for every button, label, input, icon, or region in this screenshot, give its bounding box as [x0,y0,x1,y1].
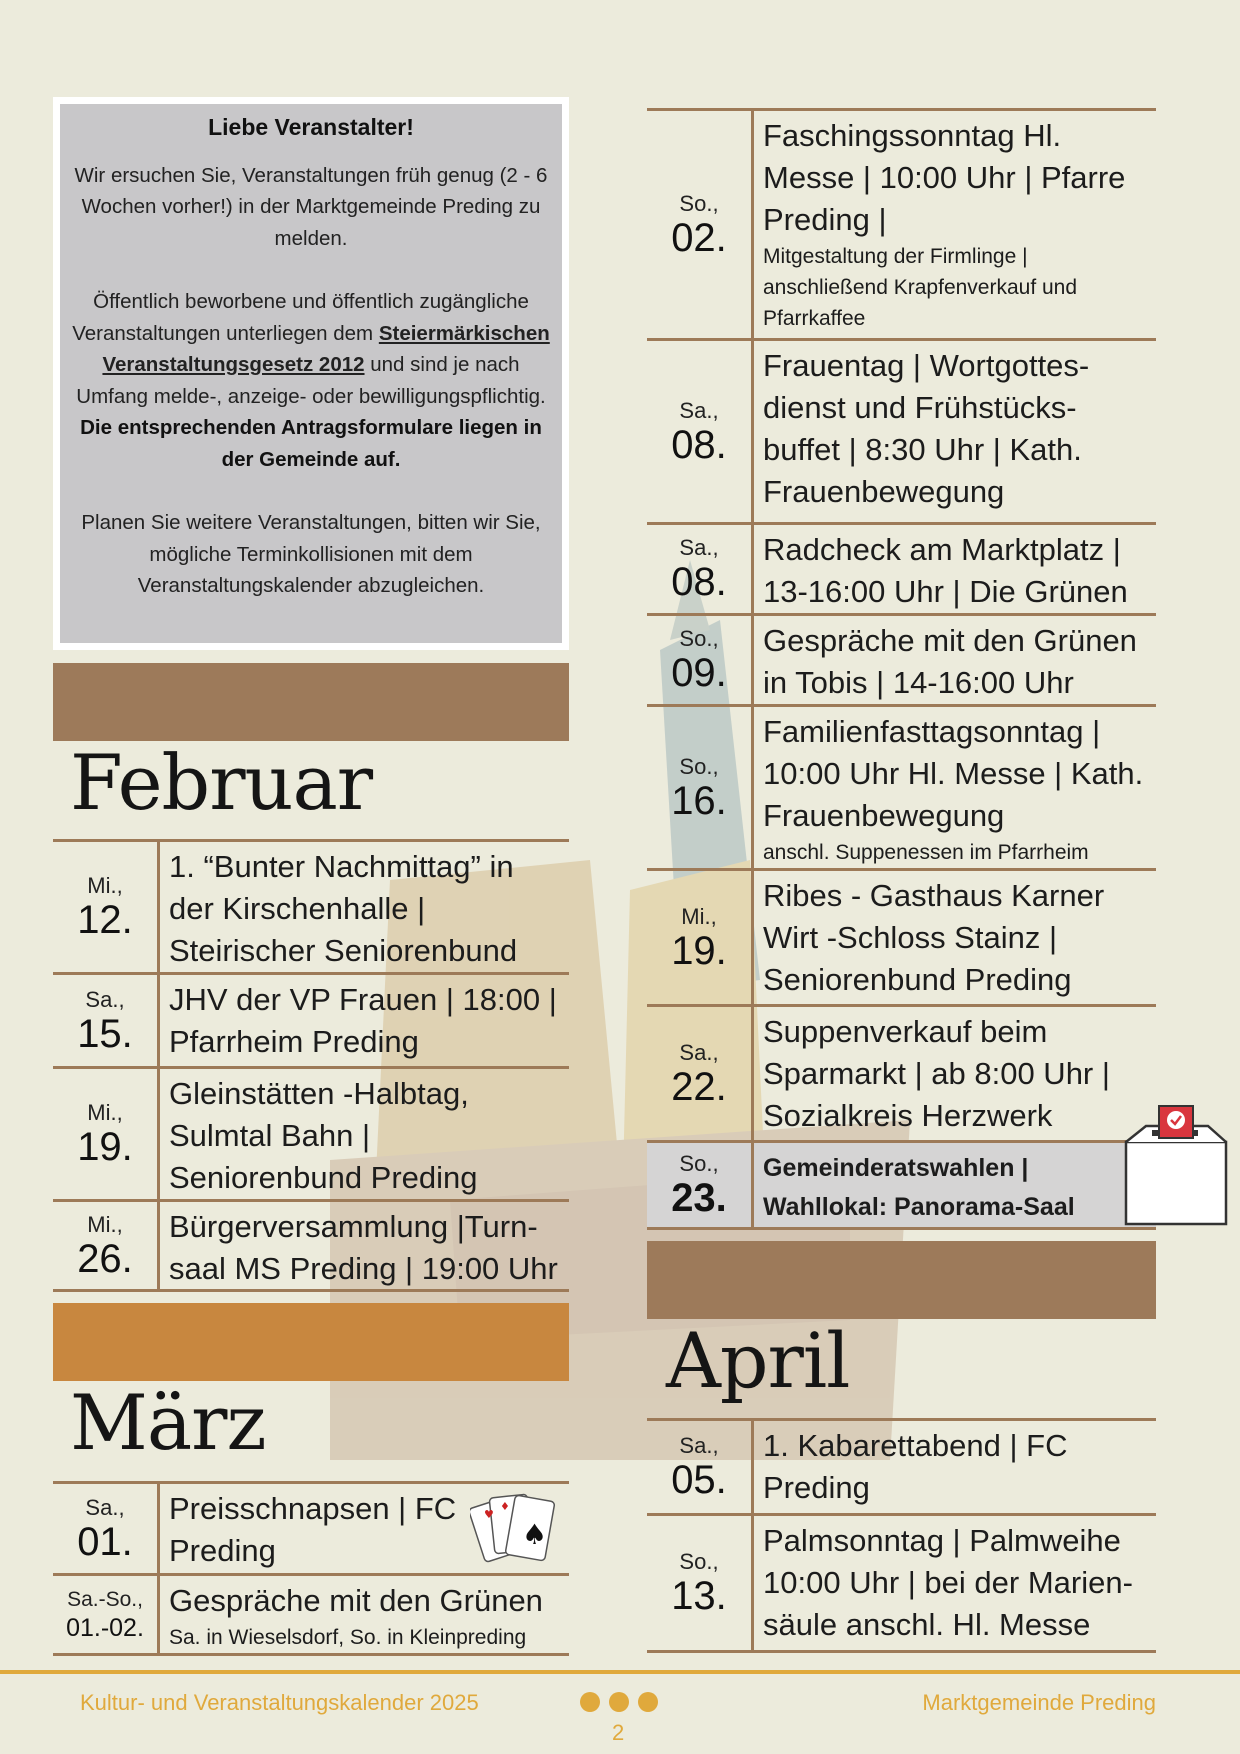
event-date [53,1484,160,1573]
event-title: Preisschnapsen | FC Preding [169,1491,457,1568]
event-day-number: 01.-02. [66,1613,144,1642]
event-day-number: 08. [671,422,727,467]
event-subtitle: Mitgestaltung der Firmlinge | anschließend Krapfenverkauf und Pfarrkaffee [763,245,1078,330]
svg-text:♦: ♦ [500,1500,510,1513]
event-day-number: 08. [671,560,727,604]
event-day-number: 22. [671,1064,727,1109]
notice-paragraph-1: Wir ersuchen Sie, Veranstaltungen früh genug (2 - 6 Wochen vorher!) in der Marktgemeinde Preding zu melden. [74,163,548,250]
event-row [53,975,569,1069]
event-date [647,341,754,522]
event-date [647,1007,754,1140]
event-day-number: 01. [77,1519,133,1564]
event-title: Familienfasttagsonntag | 10:00 Uhr Hl. Messe | Kath. Frauenbewegung [763,714,1144,833]
event-title: Gespräche mit den Grünen [169,1583,543,1618]
event-title: Frauentag | Wortgottes-dienst und Frühstücks-buffet | 8:30 Uhr | Kath. Frauenbewegung [763,348,1090,509]
event-day-number: 15. [77,1011,133,1056]
event-date [53,842,160,972]
event-day-number: 26. [77,1236,133,1281]
event-title: Bürgerversammlung |Turn-saal MS Preding | 19:00 Uhr [169,1209,558,1286]
event-title: Gespräche mit den Grünen in Tobis | 14-16:00 Uhr [763,623,1137,700]
event-date [647,1421,754,1513]
event-row [53,1069,569,1202]
event-description [754,707,1156,868]
notice-p2-intro: Öffentlich beworbene und öffentlich zugängliche Veranstaltungen unterliegen dem [72,290,529,345]
playing-cards-icon [470,1488,570,1570]
event-title: Suppenverkauf beim Sparmarkt | ab 8:00 Uhr | Sozialkreis Herzwerk [763,1014,1110,1133]
event-day-number: 23. [671,1176,727,1220]
event-title: 1. “Bunter Nachmittag” in der Kirschenhalle | Steirischer Seniorenbund [169,849,518,968]
event-date [53,1202,160,1289]
maerz-event-table-right [647,108,1156,1230]
dot-icon [580,1692,600,1712]
event-description [754,1421,1156,1513]
footer-right-title: Marktgemeinde Preding [922,1690,1156,1715]
svg-text:♥: ♥ [484,1508,494,1521]
event-date [647,707,754,868]
event-description [754,341,1156,522]
event-date [647,1516,754,1650]
event-date [53,1069,160,1199]
event-date [53,1576,160,1653]
event-title: Gleinstätten -Halbtag, Sulmtal Bahn | Seniorenbund Preding [169,1076,478,1195]
event-weekday: Mi., [87,873,123,898]
event-description [754,111,1156,338]
event-date [647,525,754,613]
month-title-april: April [666,1316,850,1405]
event-date [647,1143,754,1227]
dot-icon [638,1692,658,1712]
svg-text:♠: ♠ [522,1518,548,1551]
event-row [647,111,1156,341]
event-row [647,616,1156,707]
event-row [647,1143,1156,1230]
event-description [754,525,1156,613]
event-title: Gemeinderatswahlen | Wahllokal: Panorama-Saal [763,1154,1075,1221]
april-event-table [647,1418,1156,1653]
event-day-number: 09. [671,651,727,695]
event-row [647,871,1156,1007]
event-description [754,1516,1156,1650]
event-day-number: 13. [671,1574,727,1618]
event-row [647,1421,1156,1516]
event-weekday: So., [679,753,719,779]
event-day-number: 19. [671,928,727,973]
event-weekday: So., [679,190,719,216]
event-date [53,975,160,1066]
event-title: JHV der VP Frauen | 18:00 | Pfarrheim Preding [169,982,557,1059]
dot-icon [609,1692,629,1712]
event-weekday: Mi., [87,1211,123,1237]
event-day-number: 19. [77,1125,133,1169]
event-title: Ribes - Gasthaus Karner Wirt -Schloss Stainz | Seniorenbund Preding [763,878,1105,997]
event-row [53,1202,569,1292]
event-description [160,1576,569,1653]
event-row [647,707,1156,871]
event-description [160,1069,569,1199]
page-number: 2 [612,1720,625,1745]
month-title-februar: Februar [70,738,373,827]
februar-event-table [53,839,569,1292]
event-title: Faschingssonntag Hl. Messe | 10:00 Uhr | Pfarre Preding | [763,118,1126,237]
event-weekday: So., [679,1151,719,1176]
law-reference: Steiermärkischen Veranstaltungsgesetz 2012 [102,321,550,376]
event-row [53,1576,569,1656]
event-row [647,1516,1156,1653]
event-weekday: So., [679,626,719,651]
event-day-number: 02. [671,215,727,260]
event-weekday: Mi., [681,903,717,929]
april-header-band [647,1241,1156,1319]
event-date [647,616,754,704]
event-weekday: Sa., [679,1433,719,1458]
event-description [160,1202,569,1289]
event-weekday: Sa., [679,397,719,423]
event-day-number: 12. [77,898,133,942]
event-weekday: So., [679,1549,719,1574]
event-title: Radcheck am Marktplatz | 13-16:00 Uhr | Die Grünen [763,532,1128,609]
event-date [647,111,754,338]
maerz-header-band [53,1303,569,1381]
footer-left-title: Kultur- und Veranstaltungskalender 2025 [80,1690,479,1715]
event-row [647,525,1156,616]
event-day-number: 05. [671,1458,727,1502]
month-title-maerz: März [70,1378,266,1467]
event-subtitle: anschl. Suppenessen im Pfarrheim [763,841,1089,864]
event-date [647,871,754,1004]
event-row [647,1007,1156,1143]
organizer-notice-box [53,97,569,650]
ballot-box-icon [1124,1104,1230,1226]
event-row [53,842,569,975]
event-description [754,616,1156,704]
event-weekday: Sa., [679,535,719,560]
notice-p2-body: und sind je nach Umfang melde-, anzeige- oder bewilligungspflichtig. [76,353,546,408]
event-description [754,1007,1156,1140]
event-weekday: Sa., [85,1494,125,1520]
event-weekday: Mi., [87,1100,123,1125]
event-title: 1. Kabarettabend | FC Preding [763,1428,1068,1505]
notice-paragraph-3: Planen Sie weitere Veranstaltungen, bitten wir Sie, mögliche Terminkollisionen mit dem Veranstaltungskalender abzugleichen. [81,511,541,597]
event-day-number: 16. [671,778,727,823]
event-subtitle: Sa. in Wieselsdorf, So. in Kleinpreding [169,1626,527,1649]
event-description [754,871,1156,1004]
event-title: Palmsonntag | Palmweihe 10:00 Uhr | bei der Marien-säule anschl. Hl. Messe [763,1523,1133,1642]
februar-header-band [53,663,569,741]
event-weekday: Sa., [85,986,125,1012]
event-row [647,341,1156,525]
notice-paragraph-2 [66,286,556,475]
notice-forms-note: Die entsprechenden Antragsformulare liegen in der Gemeinde auf. [80,416,542,471]
event-weekday: Sa., [679,1039,719,1065]
event-weekday: Sa.-So., [67,1587,143,1611]
footer-dots [580,1692,667,1717]
footer-rule [0,1670,1240,1674]
event-description [160,842,569,972]
notice-title: Liebe Veranstalter! [208,114,414,140]
event-description [160,975,569,1066]
event-description [754,1143,1156,1227]
